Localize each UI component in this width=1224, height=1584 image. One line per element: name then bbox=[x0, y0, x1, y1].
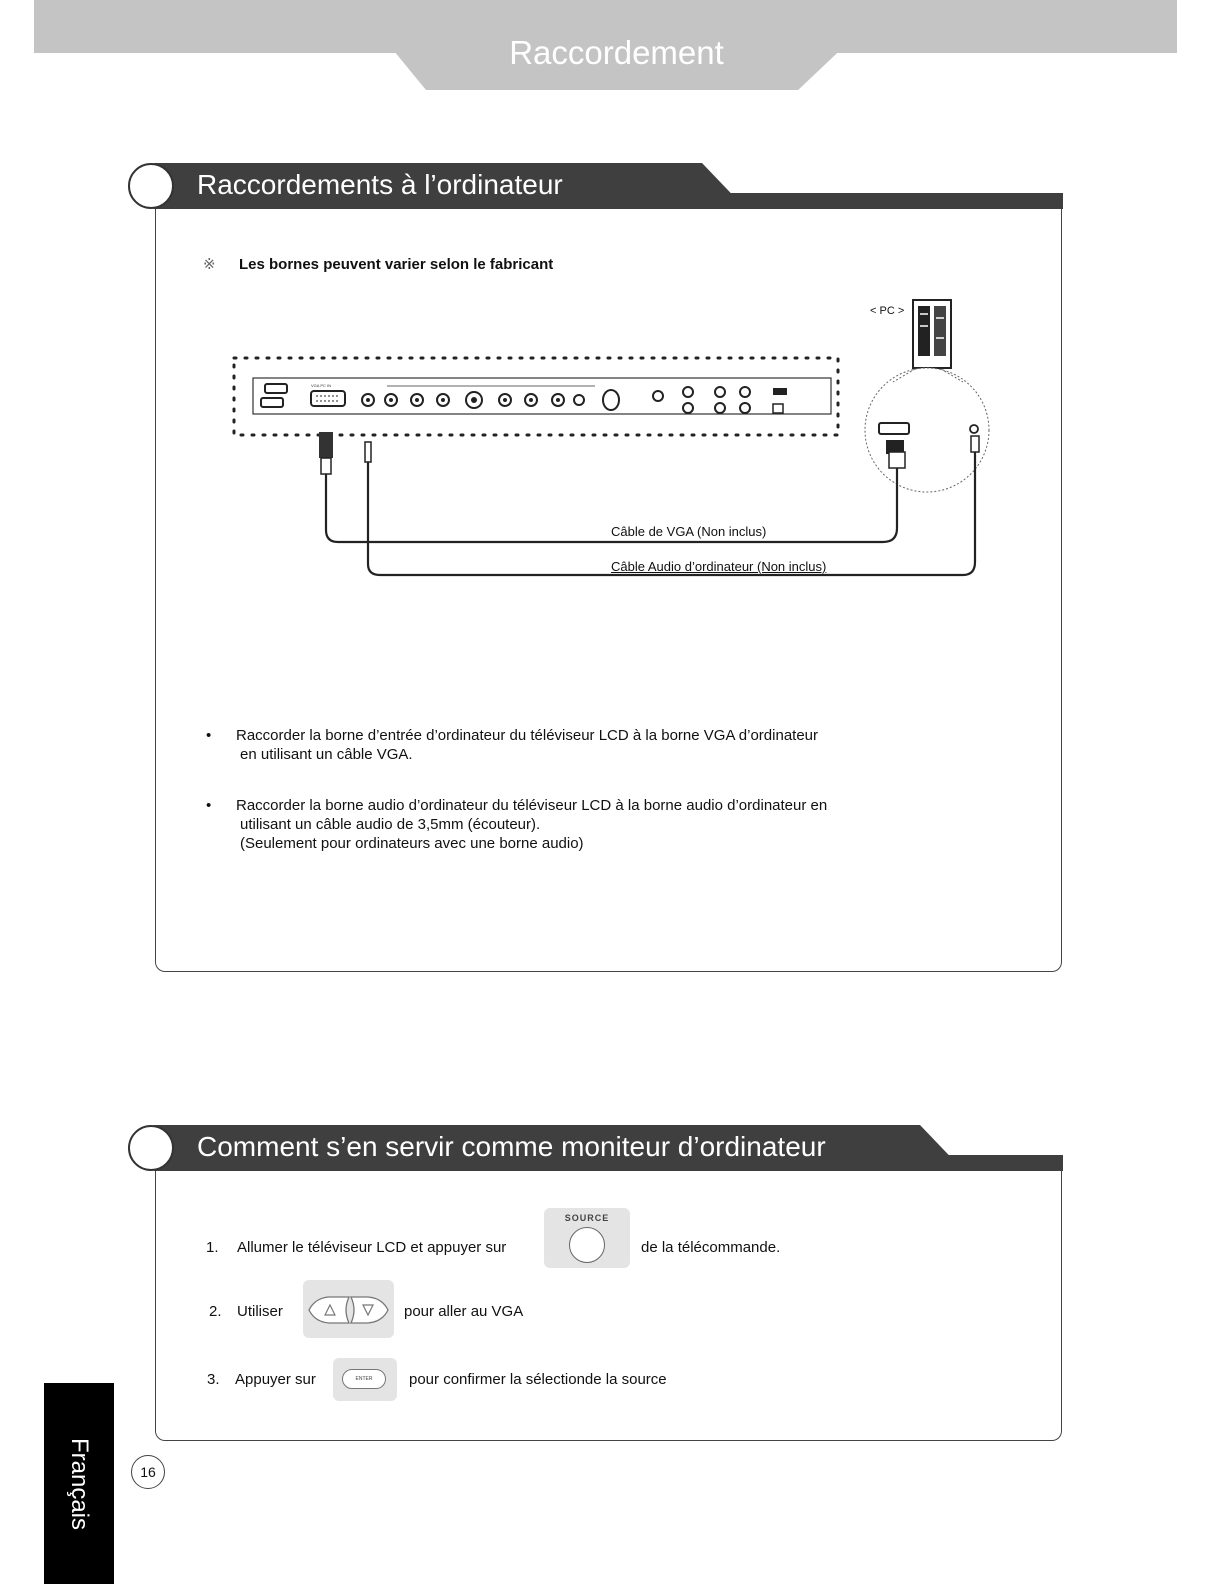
section-header-circle bbox=[128, 1125, 174, 1171]
note-asterisk-icon: ※ bbox=[203, 256, 216, 273]
bullet-2-line-2: utilisant un câble audio de 3,5mm (écouteur). bbox=[240, 816, 541, 833]
bullet-marker: • bbox=[206, 797, 212, 814]
section-header-circle bbox=[128, 163, 174, 209]
language-tab-text-container bbox=[44, 1383, 114, 1584]
step-3-number: 3. bbox=[207, 1371, 220, 1388]
bullet-2-line-1: Raccorder la borne audio d’ordinateur du téléviseur LCD à la borne audio d’ordinateur en bbox=[236, 797, 828, 814]
vga-cable-label: Câble de VGA (Non inclus) bbox=[611, 524, 767, 539]
source-button bbox=[544, 1208, 630, 1268]
pc-label: < PC > bbox=[870, 305, 905, 317]
section-header-bar bbox=[688, 193, 1063, 209]
step-3-text-after: pour confirmer la sélectionde la source bbox=[409, 1371, 667, 1388]
up-down-arrow-icon bbox=[303, 1280, 394, 1338]
connection-diagram bbox=[225, 292, 1005, 592]
step-1-text: Allumer le téléviseur LCD et appuyer sur bbox=[237, 1239, 507, 1256]
enter-button bbox=[333, 1358, 397, 1401]
section-header-pc-monitor bbox=[128, 1125, 1063, 1175]
pc-tower-icon bbox=[913, 300, 951, 368]
arrow-buttons bbox=[303, 1280, 394, 1338]
bullet-marker: • bbox=[206, 727, 212, 744]
section-header-computer-connections bbox=[128, 163, 1063, 213]
language-label: Français bbox=[66, 1437, 93, 1530]
step-2-text: Utiliser bbox=[237, 1303, 283, 1320]
source-button-label: SOURCE bbox=[564, 1213, 610, 1223]
step-2-number: 2. bbox=[209, 1303, 222, 1320]
tv-rear-panel bbox=[234, 358, 838, 435]
svg-text:VGA PC IN: VGA PC IN bbox=[311, 383, 332, 388]
step-1-text-after: de la télécommande. bbox=[641, 1239, 781, 1256]
note-text: Les bornes peuvent varier selon le fabricant bbox=[239, 256, 554, 273]
step-3-text: Appuyer sur bbox=[235, 1371, 316, 1388]
bullet-2-line-3: (Seulement pour ordinateurs avec une borne audio) bbox=[240, 835, 584, 852]
step-2-text-after: pour aller au VGA bbox=[404, 1303, 524, 1320]
page-number: 16 bbox=[131, 1455, 165, 1489]
audio-cable-label: Câble Audio d’ordinateur (Non inclus) bbox=[611, 559, 827, 574]
bullet-1-line-2: en utilisant un câble VGA. bbox=[240, 746, 413, 763]
bullet-1-line-1: Raccorder la borne d’entrée d’ordinateur du téléviseur LCD à la borne VGA d’ordinateur bbox=[236, 727, 819, 744]
page-title: Raccordement bbox=[509, 34, 724, 71]
enter-button-label: ENTER bbox=[342, 1369, 386, 1389]
section-title: Raccordements à l’ordinateur bbox=[197, 169, 563, 200]
source-button-circle bbox=[569, 1227, 605, 1263]
step-1-number: 1. bbox=[206, 1239, 219, 1256]
section-title: Comment s’en servir comme moniteur d’ordinateur bbox=[197, 1131, 826, 1162]
